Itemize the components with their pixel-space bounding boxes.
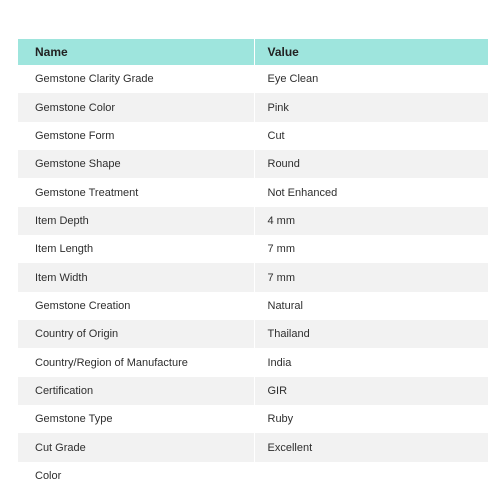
table-row bbox=[18, 462, 488, 490]
row-value-cell: Cut bbox=[254, 122, 488, 150]
table-row bbox=[18, 122, 488, 150]
table-row bbox=[18, 320, 488, 348]
row-value-cell: Ruby bbox=[254, 405, 488, 433]
table-body bbox=[18, 65, 488, 490]
table-row bbox=[18, 65, 488, 93]
row-value-cell bbox=[254, 462, 488, 490]
table-row bbox=[18, 207, 488, 235]
row-value-cell: Eye Clean bbox=[254, 65, 488, 93]
row-name-cell: Cut Grade bbox=[35, 441, 86, 454]
table-header bbox=[18, 39, 488, 65]
row-name-cell: Gemstone Shape bbox=[35, 158, 121, 171]
row-value-cell: Thailand bbox=[254, 320, 488, 348]
row-value-cell: GIR bbox=[254, 377, 488, 405]
row-value-cell: Excellent bbox=[254, 433, 488, 461]
row-name-cell: Certification bbox=[35, 384, 94, 397]
row-name-cell: Country/Region of Manufacture bbox=[35, 356, 188, 369]
row-value-cell: Natural bbox=[254, 292, 488, 320]
table-row bbox=[18, 263, 488, 291]
table-row bbox=[18, 235, 488, 263]
row-value-cell: 7 mm bbox=[254, 263, 488, 291]
column-header-name: Name bbox=[35, 45, 68, 59]
table-row bbox=[18, 150, 488, 178]
row-name-cell: Gemstone Creation bbox=[35, 299, 131, 312]
row-name-cell: Gemstone Type bbox=[35, 413, 113, 426]
table-row bbox=[18, 178, 488, 206]
table-row bbox=[18, 377, 488, 405]
row-value-cell: Round bbox=[254, 150, 488, 178]
column-header-value: Value bbox=[254, 39, 488, 65]
row-name-cell: Gemstone Treatment bbox=[35, 186, 139, 199]
table-row bbox=[18, 405, 488, 433]
row-name-cell: Item Width bbox=[35, 271, 88, 284]
row-name-cell: Gemstone Color bbox=[35, 101, 116, 114]
specifications-table bbox=[18, 39, 488, 490]
row-name-cell: Item Depth bbox=[35, 214, 89, 227]
table-header-row bbox=[18, 39, 488, 65]
table-row bbox=[18, 348, 488, 376]
row-value-cell: 4 mm bbox=[254, 207, 488, 235]
row-value-cell: India bbox=[254, 348, 488, 376]
row-name-cell: Color bbox=[35, 469, 62, 482]
row-value-cell: Pink bbox=[254, 93, 488, 121]
row-name-cell: Gemstone Clarity Grade bbox=[35, 73, 154, 86]
row-name-cell: Country of Origin bbox=[35, 328, 119, 341]
row-name-cell: Item Length bbox=[35, 243, 94, 256]
row-value-cell: 7 mm bbox=[254, 235, 488, 263]
row-value-cell: Not Enhanced bbox=[254, 178, 488, 206]
table-row bbox=[18, 433, 488, 461]
table-row bbox=[18, 292, 488, 320]
table-row bbox=[18, 93, 488, 121]
row-name-cell: Gemstone Form bbox=[35, 129, 115, 142]
